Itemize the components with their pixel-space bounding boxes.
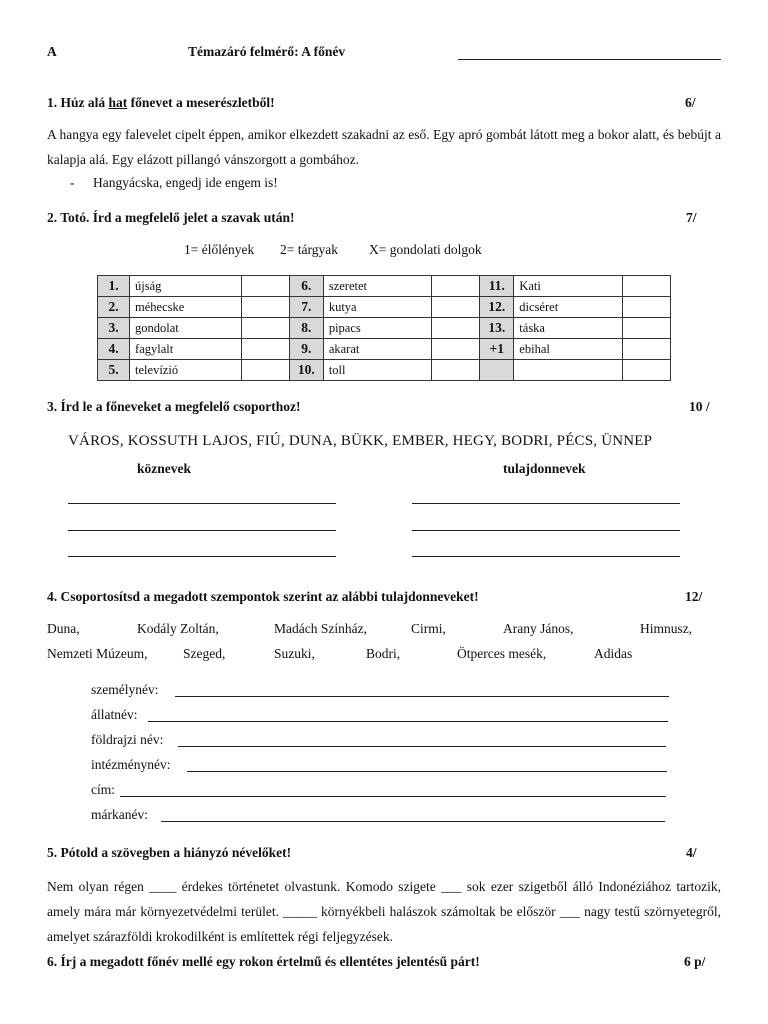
toto-answer-cell[interactable]	[622, 339, 670, 360]
toto-number: 5.	[98, 360, 130, 381]
q4-name: Suzuki,	[274, 646, 315, 661]
q3-col-proper: tulajdonnevek	[503, 461, 586, 476]
toto-word: ebihal	[514, 339, 623, 360]
toto-word	[514, 360, 623, 381]
toto-answer-cell[interactable]	[622, 297, 670, 318]
q4-category-label: cím:	[91, 782, 115, 797]
q5-points: 4/	[686, 845, 697, 860]
toto-number: 6.	[289, 276, 323, 297]
toto-word: pipacs	[323, 318, 431, 339]
toto-table	[97, 275, 671, 381]
q3-points: 10 /	[689, 399, 710, 414]
q4-category-label: márkanév:	[91, 807, 148, 822]
q4-title: 4. Csoportosítsd a megadott szempontok szerint az alábbi tulajdonneveket!	[47, 589, 479, 604]
toto-word: szeretet	[323, 276, 431, 297]
toto-number: 4.	[98, 339, 130, 360]
q1-story: A hangya egy falevelet cipelt éppen, amikor elkezdett szakadni az eső. Egy apró gombát látott meg a bokor alatt, és bebújt a kalapja alá. Egy elázott pillangó vánszorgott a gombához.	[47, 127, 721, 167]
page-title: Témazáró felmérő: A főnév	[188, 44, 346, 59]
toto-word: gondolat	[130, 318, 242, 339]
toto-number: 13.	[480, 318, 514, 339]
q3-proper-line[interactable]	[412, 503, 680, 504]
q3-common-line[interactable]	[68, 556, 336, 557]
toto-row	[98, 318, 671, 339]
q4-name: Madách Színház,	[274, 621, 367, 636]
toto-number: 10.	[289, 360, 323, 381]
toto-word: akarat	[323, 339, 431, 360]
toto-number	[480, 360, 514, 381]
toto-number: 3.	[98, 318, 130, 339]
q4-points: 12/	[685, 589, 703, 604]
q1-title	[47, 95, 275, 111]
q1-dash: -	[70, 175, 75, 190]
toto-answer-cell[interactable]	[622, 318, 670, 339]
q5-text: Nem olyan régen ____ érdekes történetet olvastunk. Komodo szigete ___ sok ezer szigetből álló Indonéziához tartozik, amely mára már környezetvédelmi terület. _____ környékbeli halászok számoltak be először ___ nagy testű szörnyetegről, amelyet szárazföldi krokodilként is említettek régi feljegyzések.	[47, 879, 721, 944]
q4-category-label: intézménynév:	[91, 757, 171, 772]
q3-col-common: köznevek	[137, 461, 191, 476]
toto-answer-cell[interactable]	[241, 318, 289, 339]
toto-answer-cell[interactable]	[241, 339, 289, 360]
q1-points: 6/	[685, 95, 696, 110]
toto-number: 1.	[98, 276, 130, 297]
toto-word: toll	[323, 360, 431, 381]
toto-answer-cell[interactable]	[432, 276, 480, 297]
q4-answer-line[interactable]	[175, 696, 669, 697]
toto-number: +1	[480, 339, 514, 360]
q3-proper-line[interactable]	[412, 530, 680, 531]
q4-name: Kodály Zoltán,	[137, 621, 219, 636]
toto-word: televízió	[130, 360, 242, 381]
q4-name: Adidas	[594, 646, 633, 661]
toto-answer-cell[interactable]	[241, 360, 289, 381]
q4-name: Bodri,	[366, 646, 401, 661]
toto-answer-cell[interactable]	[622, 276, 670, 297]
toto-answer-cell[interactable]	[622, 360, 670, 381]
q4-name: Szeged,	[183, 646, 226, 661]
q6-points: 6 p/	[684, 954, 706, 969]
toto-answer-cell[interactable]	[241, 276, 289, 297]
q3-word-list: VÁROS, KOSSUTH LAJOS, FIÚ, DUNA, BÜKK, EMBER, HEGY, BODRI, PÉCS, ÜNNEP	[68, 433, 653, 449]
toto-word: méhecske	[130, 297, 242, 318]
q4-name: Ötperces mesék,	[457, 646, 547, 661]
q1-title-pre: 1. Húz alá	[47, 95, 109, 110]
group-label: A	[47, 44, 57, 59]
q4-name: Duna,	[47, 621, 80, 636]
toto-answer-cell[interactable]	[432, 297, 480, 318]
q4-category-label: földrajzi név:	[91, 732, 164, 747]
name-line[interactable]	[458, 59, 721, 60]
toto-number: 2.	[98, 297, 130, 318]
q1-title-underlined: hat	[108, 95, 128, 110]
q4-answer-line[interactable]	[148, 721, 668, 722]
toto-number: 12.	[480, 297, 514, 318]
toto-word: fagylalt	[130, 339, 242, 360]
q2-title: 2. Totó. Írd a megfelelő jelet a szavak után!	[47, 210, 295, 225]
toto-number: 8.	[289, 318, 323, 339]
toto-answer-cell[interactable]	[432, 339, 480, 360]
toto-row	[98, 339, 671, 360]
q2-legend-2: 2= tárgyak	[280, 242, 338, 257]
toto-row	[98, 297, 671, 318]
q2-legend-3: X= gondolati dolgok	[369, 242, 482, 257]
q1-quote: Hangyácska, engedj ide engem is!	[93, 175, 278, 190]
q5-title: 5. Pótold a szövegben a hiányzó névelőket!	[47, 845, 292, 860]
toto-word: Kati	[514, 276, 623, 297]
toto-word: dicséret	[514, 297, 623, 318]
q4-name: Arany János,	[503, 621, 574, 636]
q4-name: Himnusz,	[640, 621, 693, 636]
q3-proper-line[interactable]	[412, 556, 680, 557]
toto-number: 11.	[480, 276, 514, 297]
toto-number: 9.	[289, 339, 323, 360]
q3-title: 3. Írd le a főneveket a megfelelő csoporthoz!	[47, 399, 301, 414]
q3-common-line[interactable]	[68, 530, 336, 531]
q3-common-line[interactable]	[68, 503, 336, 504]
toto-word: kutya	[323, 297, 431, 318]
q2-legend-1: 1= élőlények	[184, 242, 255, 257]
q4-answer-line[interactable]	[161, 821, 665, 822]
toto-row	[98, 360, 671, 381]
toto-answer-cell[interactable]	[241, 297, 289, 318]
toto-answer-cell[interactable]	[432, 360, 480, 381]
q4-answer-line[interactable]	[187, 771, 667, 772]
q4-answer-line[interactable]	[120, 796, 666, 797]
toto-word: újság	[130, 276, 242, 297]
q4-name: Cirmi,	[411, 621, 446, 636]
q4-name: Nemzeti Múzeum,	[47, 646, 148, 661]
q6-title: 6. Írj a megadott főnév mellé egy rokon értelmű és ellentétes jelentésű párt!	[47, 954, 480, 969]
q4-category-label: állatnév:	[91, 707, 138, 722]
q2-points: 7/	[686, 210, 697, 225]
toto-word: táska	[514, 318, 623, 339]
toto-row	[98, 276, 671, 297]
q1-title-post: főnevet a meserészletből!	[127, 95, 275, 110]
q4-category-label: személynév:	[91, 682, 159, 697]
q4-answer-line[interactable]	[178, 746, 666, 747]
toto-answer-cell[interactable]	[432, 318, 480, 339]
toto-number: 7.	[289, 297, 323, 318]
